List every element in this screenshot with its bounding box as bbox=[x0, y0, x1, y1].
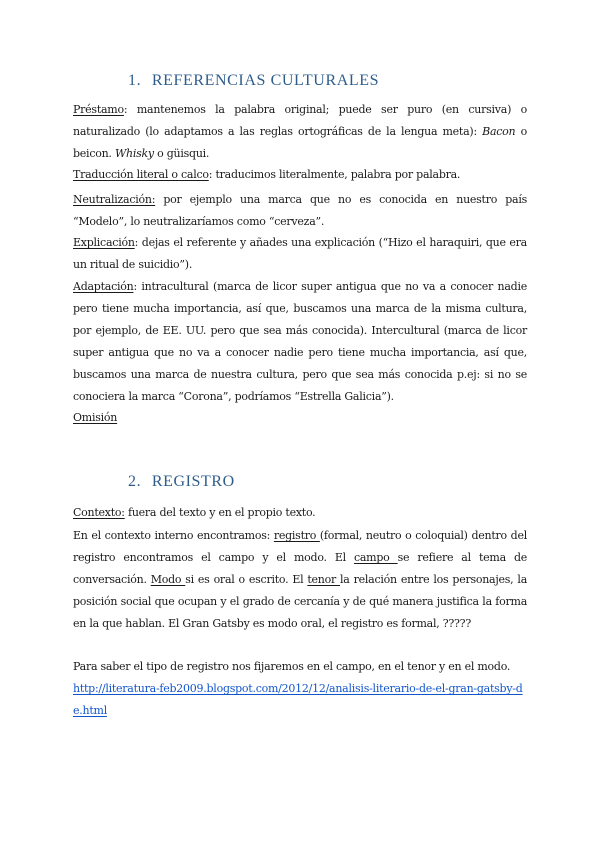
neutralizacion-text: por ejemplo una marca que no es conocida en nuestro país “Modelo”, lo neutralizaríamos como “cerveza”. bbox=[73, 193, 527, 228]
paragraph-omision bbox=[73, 407, 527, 429]
term-contexto: Contexto: bbox=[73, 506, 125, 519]
paragraph-prestamo bbox=[73, 99, 527, 165]
paragraph-link bbox=[73, 678, 527, 722]
registro-text-1: En el contexto interno encontramos: bbox=[73, 529, 274, 542]
section-title: REGISTRO bbox=[151, 473, 235, 490]
paragraph-note: Para saber el tipo de registro nos fijaremos en el campo, en el tenor y en el modo. bbox=[73, 660, 511, 673]
prestamo-text-3: o güisqui. bbox=[153, 146, 210, 160]
registro-text-4: si es oral o escrito. El bbox=[185, 572, 308, 586]
paragraph-traduccion-literal bbox=[73, 164, 527, 186]
term-neutralizacion: Neutralización: bbox=[73, 193, 156, 206]
term-modo: Modo bbox=[150, 572, 186, 586]
prestamo-text-2: o beicon. bbox=[73, 124, 527, 160]
term-adaptacion: Adaptación bbox=[73, 280, 134, 293]
prestamo-text-1: : mantenemos la palabra original; puede ser puro (en cursiva) o naturalizado (lo adaptamos a las reglas ortográficas de la lengua meta): bbox=[73, 103, 527, 138]
prestamo-example-whisky: Whisky bbox=[114, 146, 154, 160]
registro-text-2: (formal, neutro o coloquial) dentro del registro encontramos el campo y el modo. El bbox=[73, 529, 527, 564]
section-heading-referencias bbox=[128, 72, 379, 90]
explicacion-text: : dejas el referente y añades una explicación (“Hizo el haraquiri, que era un ritual de suicidio”). bbox=[73, 236, 527, 271]
section-heading-registro bbox=[128, 473, 235, 491]
section-number: 1. bbox=[128, 72, 142, 89]
paragraph-registro-body bbox=[73, 525, 527, 635]
paragraph-neutralizacion bbox=[73, 189, 527, 233]
term-explicacion: Explicación bbox=[73, 236, 135, 249]
adaptacion-text: : intracultural (marca de licor super antigua que no va a conocer nadie pero tiene mucha importancia, así que, buscamos una marca de la misma cultura, por ejemplo, de EE. UU. pero que sea más conocida). Intercultural (marca de licor super antigua que no va a conocer nadie pero tiene mucha importancia, así que, buscamos una marca de nuestra cultura, pero que sea más conocida p.ej: si no se conociera la marca “Corona”, podríamos “Estrella Galicia”). bbox=[73, 280, 527, 403]
term-omision: Omisión bbox=[73, 411, 118, 424]
traduccion-text: : traducimos literalmente, palabra por palabra. bbox=[208, 168, 461, 181]
section-title: REFERENCIAS CULTURALES bbox=[151, 72, 380, 89]
paragraph-explicacion bbox=[73, 232, 527, 276]
term-tenor: tenor bbox=[307, 572, 341, 586]
prestamo-example-bacon: Bacon bbox=[482, 124, 516, 138]
registro-text-3: se refiere al tema de conversación. bbox=[73, 550, 528, 586]
term-traduccion-literal: Traducción literal o calco bbox=[73, 168, 209, 181]
term-campo: campo bbox=[353, 550, 398, 564]
registro-text-5: la relación entre los personajes, la posición social que ocupan y el grado de cercanía y de qué manera justifica la forma en la que hablan. El Gran Gatsby es modo oral, el registro es formal, ????? bbox=[73, 572, 528, 630]
paragraph-adaptacion bbox=[73, 276, 527, 407]
contexto-text: fuera del texto y en el propio texto. bbox=[124, 506, 316, 519]
section-number: 2. bbox=[128, 473, 142, 490]
paragraph-contexto bbox=[73, 502, 527, 524]
term-registro: registro bbox=[273, 529, 320, 542]
reference-link[interactable]: http://literatura-feb2009.blogspot.com/2012/12/analisis-literario-de-el-gran-gatsby-de.html bbox=[73, 682, 523, 717]
term-prestamo: Préstamo bbox=[73, 103, 124, 116]
